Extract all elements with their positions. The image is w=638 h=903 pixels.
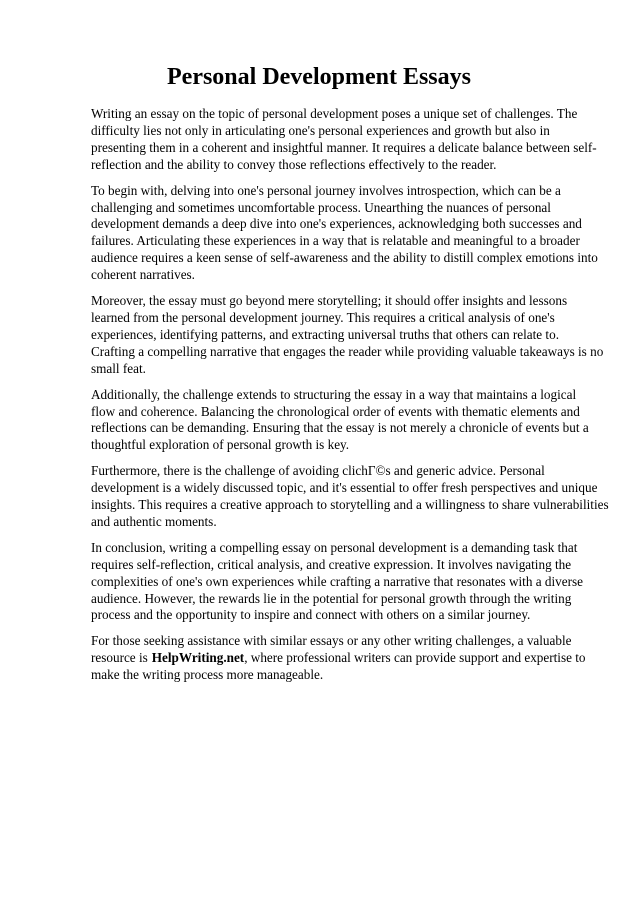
text-line: make the writing process more manageable. bbox=[91, 667, 324, 683]
helpwriting-link[interactable]: HelpWriting.net bbox=[151, 650, 245, 666]
text-line: insights. This requires a creative approach to storytelling and a willingness to share vulnerabilities bbox=[91, 497, 609, 513]
paragraph-conclusion bbox=[91, 540, 611, 625]
text-line: Additionally, the challenge extends to structuring the essay in a way that maintains a logical bbox=[91, 386, 577, 402]
text-line: In conclusion, writing a compelling essay on personal development is a demanding task that bbox=[91, 539, 578, 555]
essay-body bbox=[91, 106, 611, 693]
text-line: Writing an essay on the topic of personal development poses a unique set of challenges. The bbox=[91, 106, 578, 121]
paragraph-insights bbox=[91, 293, 611, 378]
text-line: experiences, identifying patterns, and extracting universal truths that others can relate to. bbox=[91, 326, 559, 342]
text-line: failures. Articulating these experiences in a way that is relatable and meaningful to a broader bbox=[91, 233, 580, 249]
resource-prefix: resource is bbox=[91, 650, 148, 666]
text-line: thoughtful exploration of personal growth is key. bbox=[91, 437, 350, 453]
text-line: reflection and the ability to convey those reflections effectively to the reader. bbox=[91, 156, 497, 172]
text-line: development is a widely discussed topic, and it's essential to offer fresh perspectives and unique bbox=[91, 480, 598, 496]
text-line-with-link bbox=[91, 650, 611, 667]
text-line: presenting them in a coherent and insightful manner. It requires a delicate balance between self- bbox=[91, 139, 597, 155]
text-line: audience. However, the rewards lie in the potential for personal growth through the writing bbox=[91, 590, 572, 606]
text-line: challenging and sometimes uncomfortable process. Unearthing the nuances of personal bbox=[91, 199, 551, 215]
text-line: process and the opportunity to inspire and connect with others on a similar journey. bbox=[91, 607, 531, 623]
text-line: requires self-reflection, critical analysis, and creative expression. It involves navigating the bbox=[91, 556, 572, 572]
text-line: audience requires a keen sense of self-awareness and the ability to distill complex emotions into bbox=[91, 250, 598, 266]
text-line: Furthermore, there is the challenge of avoiding clichΓ©s and generic advice. Personal bbox=[91, 463, 545, 479]
text-line: difficulty lies not only in articulating one's personal experiences and growth but also in bbox=[91, 122, 550, 138]
paragraph-structure bbox=[91, 387, 611, 455]
text-line: Moreover, the essay must go beyond mere storytelling; it should offer insights and lessons bbox=[91, 293, 568, 309]
text-line: complexities of one's own experiences while crafting a narrative that resonates with a diverse bbox=[91, 573, 583, 589]
paragraph-introspection bbox=[91, 183, 611, 284]
text-line: learned from the personal development journey. This requires a critical analysis of one's bbox=[91, 309, 555, 325]
text-line: Crafting a compelling narrative that engages the reader while providing valuable takeaways is no bbox=[91, 343, 604, 359]
text-line: reflections can be demanding. Ensuring that the essay is not merely a chronicle of events but a bbox=[91, 420, 589, 436]
paragraph-intro bbox=[91, 106, 611, 174]
text-line: To begin with, delving into one's personal journey involves introspection, which can be a bbox=[91, 182, 561, 198]
text-line: and authentic moments. bbox=[91, 513, 217, 529]
paragraph-closing bbox=[91, 633, 611, 684]
text-line: For those seeking assistance with similar essays or any other writing challenges, a valuable bbox=[91, 633, 572, 649]
page-title: Personal Development Essays bbox=[167, 64, 471, 90]
text-line: flow and coherence. Balancing the chronological order of events with thematic elements and bbox=[91, 403, 580, 419]
paragraph-cliches bbox=[91, 463, 611, 531]
text-line: small feat. bbox=[91, 360, 146, 376]
resource-suffix: , where professional writers can provide support and expertise to bbox=[244, 650, 586, 666]
text-line: development demands a deep dive into one's experiences, acknowledging both successes and bbox=[91, 216, 582, 232]
text-line: coherent narratives. bbox=[91, 267, 195, 283]
